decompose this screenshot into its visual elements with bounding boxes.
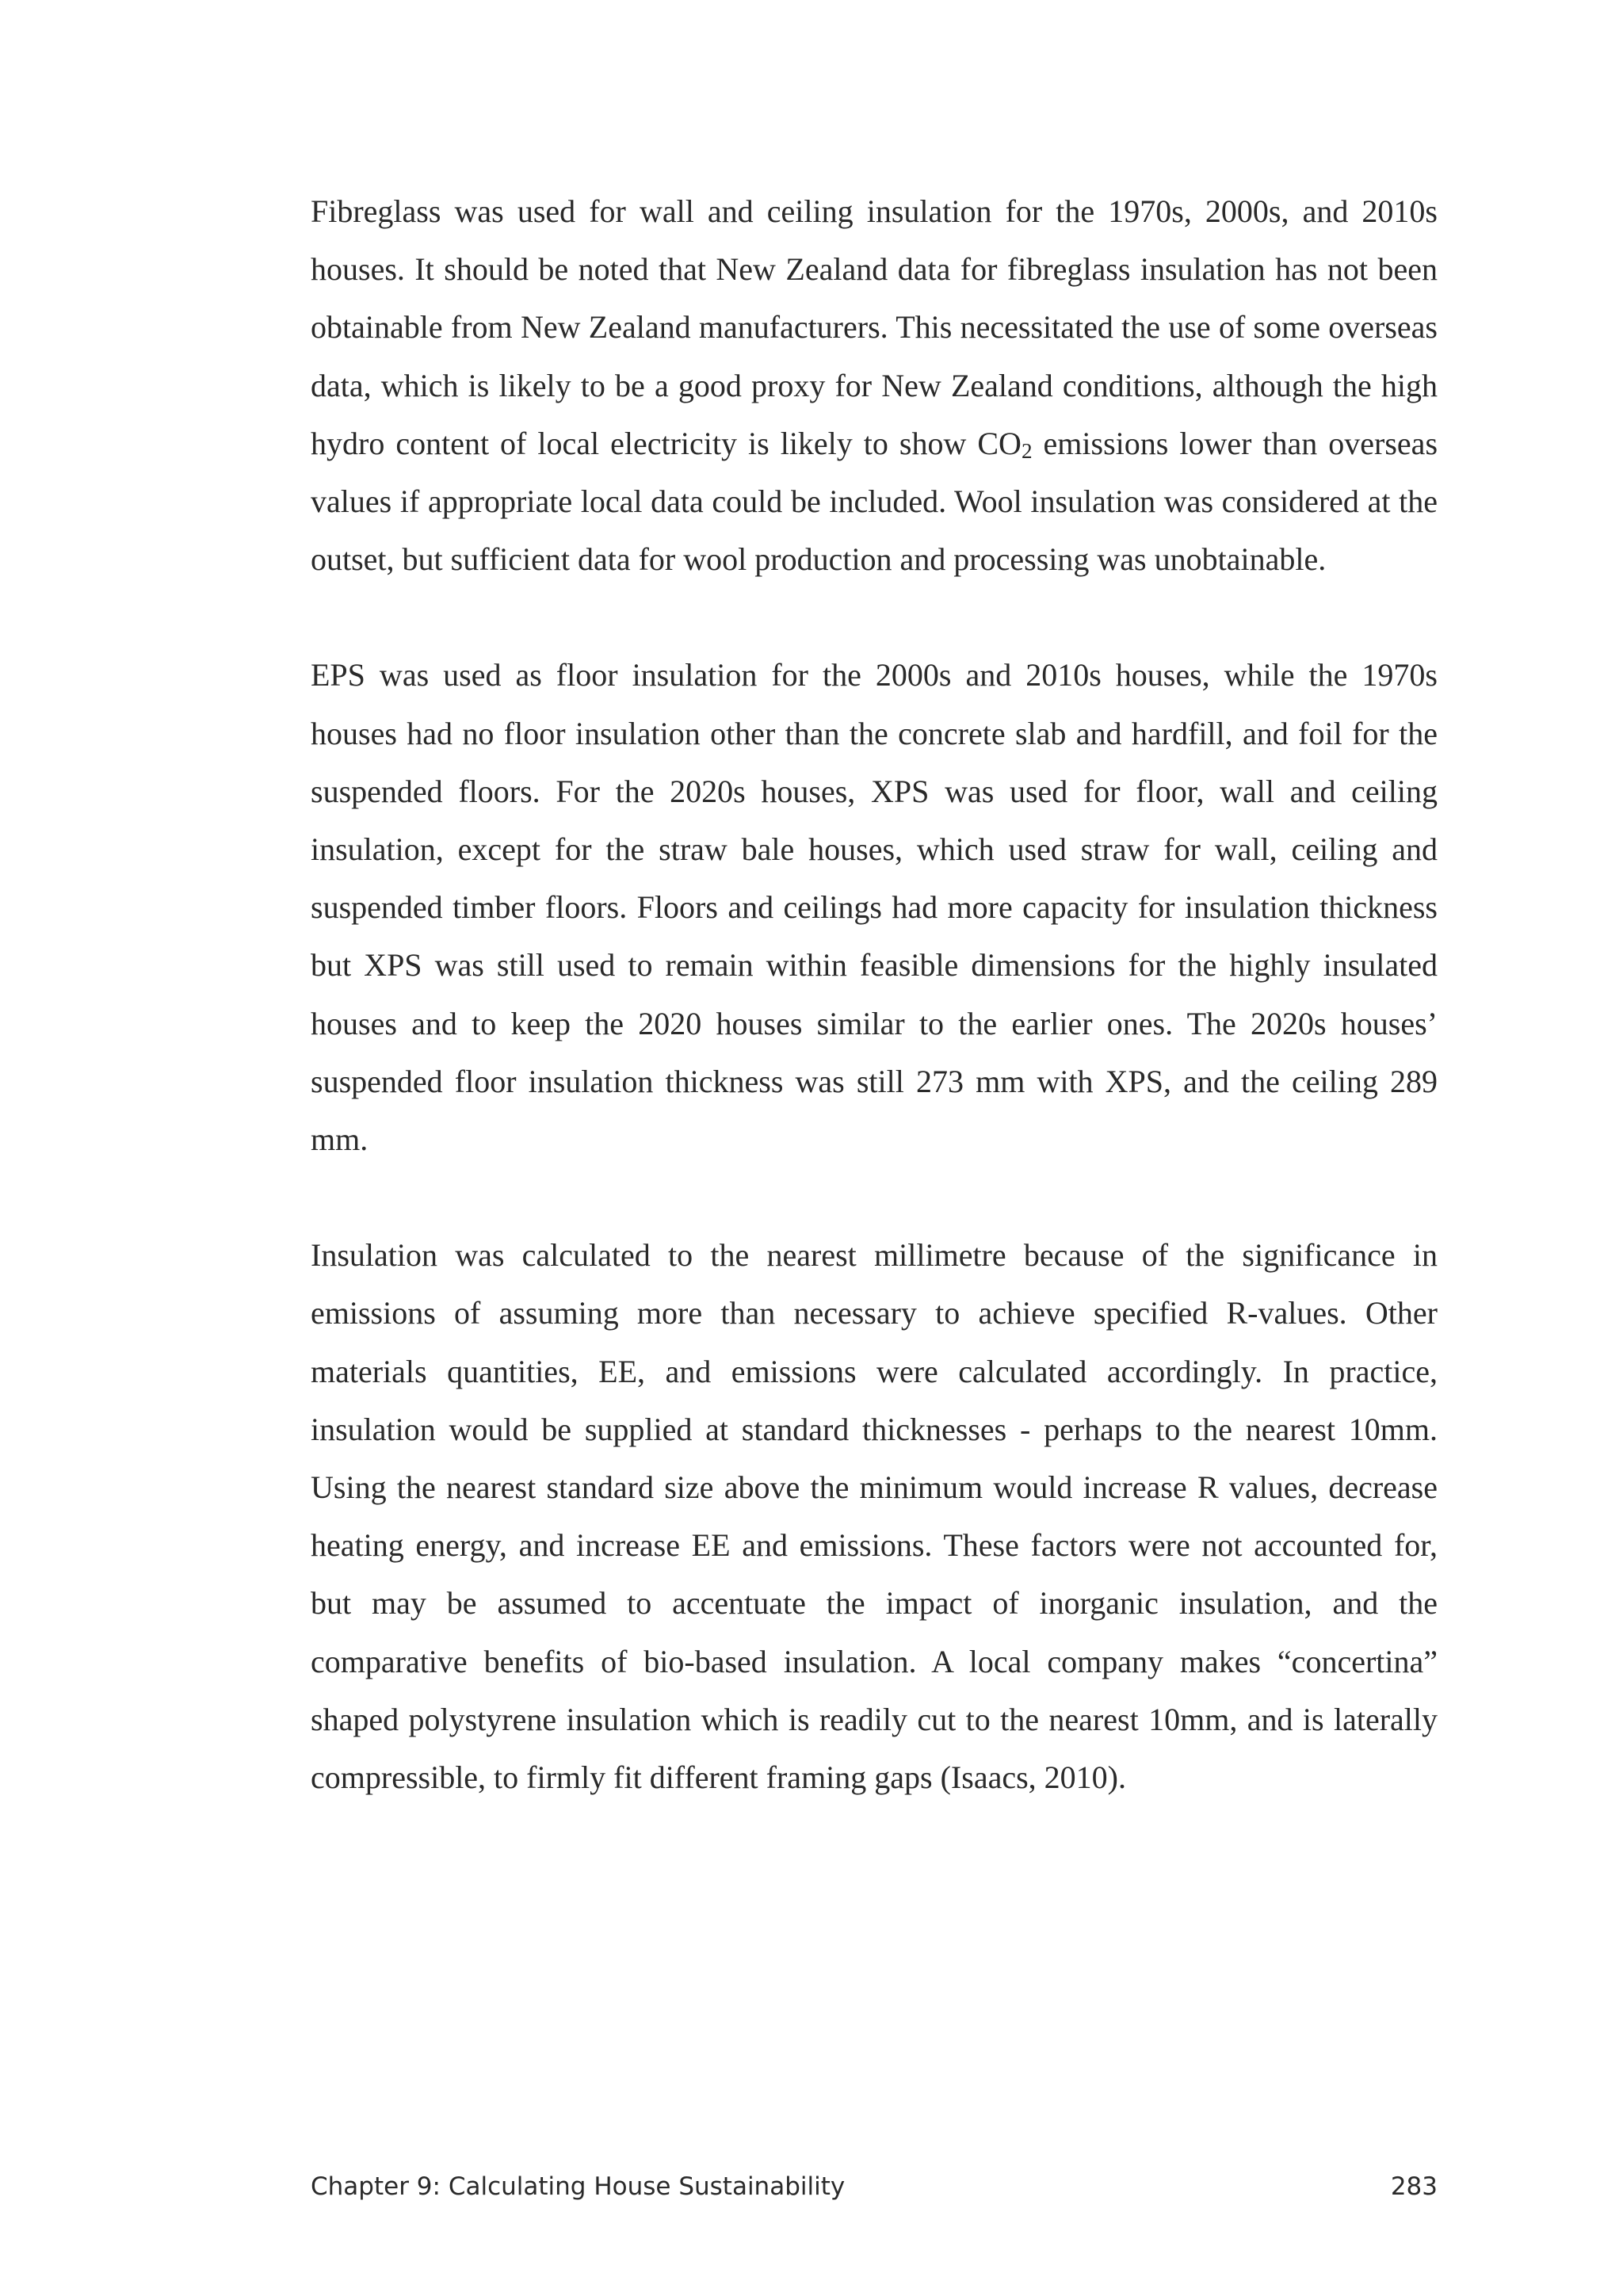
page-footer <box>311 2172 1438 2204</box>
body-text <box>311 182 1438 1806</box>
paragraph-insulation-calculation: Insulation was calculated to the nearest millimetre because of the significance in emissions of assuming more than necessary to achieve specified R-values. Other materials quantities, EE, and emissions were calculated accordingly. In practice, insulation would be supplied at standard thicknesses - perhaps to the nearest 10mm. Using the nearest standard size above the minimum would increase R values, decrease heating energy, and increase EE and emissions. These factors were not accounted for, but may be assumed to accentuate the impact of inorganic insulation, and the comparative benefits of bio-based insulation. A local company makes “concertina” shaped polystyrene insulation which is readily cut to the nearest 10mm, and is laterally compressible, to firmly fit different framing gaps (Isaacs, 2010). <box>311 1237 1438 1796</box>
paragraph-fibreglass-insulation <box>311 182 1438 588</box>
footer-chapter-title: Chapter 9: Calculating House Sustainability <box>311 2172 846 2201</box>
footer-page-number: 283 <box>1390 2172 1438 2201</box>
paragraph-text-continued: emissions lower than overseas values if appropriate local data could be included. Wool insulation was considered at the outset, but sufficient data for wool production and processing was unobtainable. <box>311 425 1438 578</box>
paragraph-text: Fibreglass was used for wall and ceiling insulation for the 1970s, 2000s, and 2010s houses. It should be noted that New Zealand data for fibreglass insulation has not been obtainable from New Zealand manufacturers. This necessitated the use of some overseas data, which is likely to be a good proxy for New Zealand conditions, although the high hydro content of local electricity is likely to show CO <box>311 193 1438 461</box>
paragraph-eps-xps-insulation: EPS was used as floor insulation for the 2000s and 2010s houses, while the 1970s houses had no floor insulation other than the concrete slab and hardfill, and foil for the suspended floors. For the 2020s houses, XPS was used for floor, wall and ceiling insulation, except for the straw bale houses, which used straw for wall, ceiling and suspended timber floors. Floors and ceilings had more capacity for insulation thickness but XPS was still used to remain within feasible dimensions for the highly insulated houses and to keep the 2020 houses similar to the earlier ones. The 2020s houses’ suspended floor insulation thickness was still 273 mm with XPS, and the ceiling 289 mm. <box>311 657 1438 1158</box>
subscript-2: 2 <box>1021 438 1033 463</box>
